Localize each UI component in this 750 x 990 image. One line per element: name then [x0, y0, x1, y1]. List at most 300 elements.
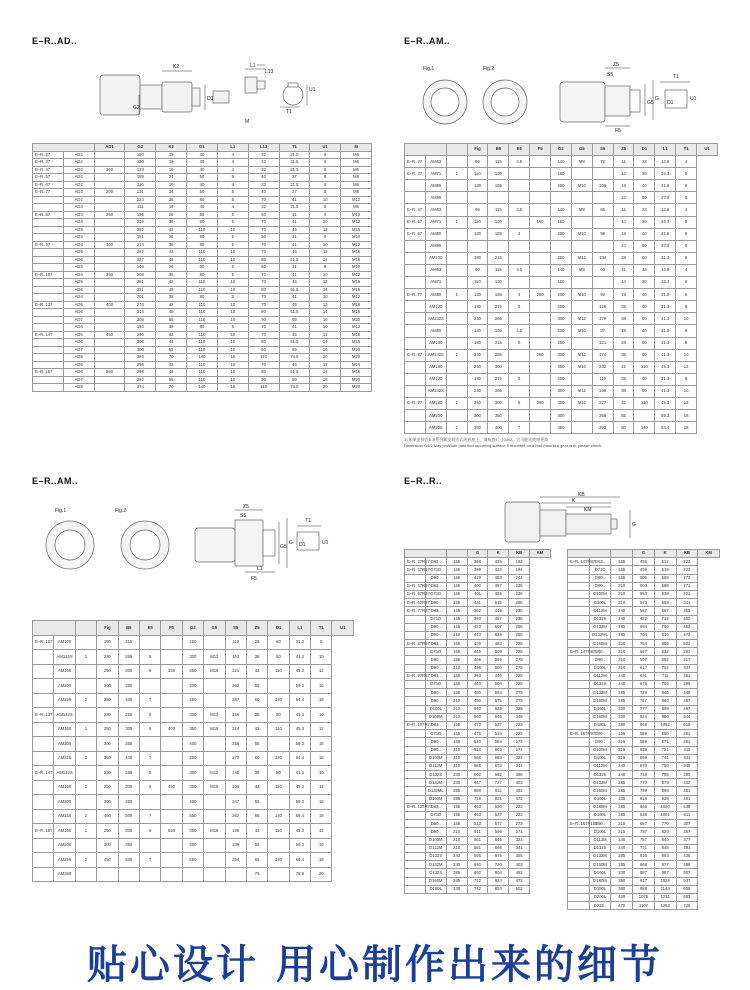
table-row: [33, 795, 354, 810]
table-row: [405, 852, 551, 860]
value-cell: 41: [279, 324, 310, 332]
value-cell: 667: [654, 607, 676, 615]
value-cell: 239: [225, 838, 246, 853]
model-cell: [405, 681, 426, 689]
value-cell: [446, 361, 467, 373]
table-row: [405, 820, 551, 828]
value-cell: 156: [446, 689, 467, 697]
value-cell: 116: [592, 373, 613, 385]
value-cell: [446, 204, 467, 216]
value-cell: 988: [633, 885, 655, 893]
value-cell: AM225: [425, 422, 446, 434]
value-cell: 750: [654, 762, 676, 770]
table-row: [33, 151, 372, 159]
value-cell: 229: [509, 681, 530, 689]
value-cell: D80..: [589, 730, 611, 738]
value-cell: 156: [446, 599, 467, 607]
value-cell: 200: [551, 289, 572, 301]
header-cell: T1: [279, 144, 310, 152]
model-cell: [405, 697, 426, 705]
header-cell: KB: [509, 550, 530, 558]
value-cell: [75, 664, 96, 679]
value-cell: 12.8: [655, 204, 676, 216]
value-cell: [118, 867, 139, 882]
table-row: [568, 803, 720, 811]
value-cell: 279: [509, 664, 530, 672]
value-cell: 232: [592, 361, 613, 373]
value-cell: 298: [125, 369, 156, 377]
value-cell: 38: [613, 349, 634, 361]
value-cell: [509, 192, 530, 204]
header-cell: B5: [488, 144, 509, 156]
value-cell: 45: [279, 331, 310, 339]
value-cell: AM132S: [54, 766, 75, 781]
table-row: [405, 301, 718, 313]
value-cell: 50: [634, 240, 655, 252]
value-cell: 10: [217, 316, 248, 324]
value-cell: AM132S: [425, 313, 446, 325]
model-cell: E–R..77: [405, 289, 426, 301]
value-cell: 804: [488, 869, 509, 877]
value-cell: 5: [509, 373, 530, 385]
value-cell: 200: [551, 180, 572, 192]
model-cell: [405, 192, 426, 204]
model-cell: E–R..167: [33, 824, 54, 839]
value-cell: 42: [613, 397, 634, 409]
value-cell: 1: [75, 780, 96, 795]
value-cell: [161, 737, 182, 752]
value-cell: 483: [488, 640, 509, 648]
value-cell: D160L: [589, 869, 611, 877]
value-cell: 10: [310, 271, 341, 279]
table-row: [405, 204, 718, 216]
value-cell: 250: [551, 373, 572, 385]
value-cell: 650: [654, 730, 676, 738]
value-cell: 682: [654, 656, 676, 664]
value-cell: 4: [676, 264, 697, 276]
value-cell: 816: [633, 852, 655, 860]
value-cell: [530, 410, 551, 422]
value-cell: [75, 635, 96, 650]
value-cell: 28: [156, 264, 187, 272]
value-cell: [161, 766, 182, 781]
value-cell: 158: [446, 820, 467, 828]
value-cell: 140: [268, 693, 289, 708]
value-cell: 840: [654, 836, 676, 844]
model-cell: [405, 240, 426, 252]
value-cell: 457: [488, 615, 509, 623]
value-cell: 72: [592, 156, 613, 168]
value-cell: [94, 339, 125, 347]
am1-label-g: G: [655, 96, 659, 102]
table-row: [568, 779, 720, 787]
value-cell: AM225: [54, 693, 75, 708]
header-cell: S5: [592, 144, 613, 156]
value-cell: 45.3: [289, 780, 310, 795]
model-cell: [568, 828, 590, 836]
ad-dimension-drawing: [95, 55, 325, 130]
model-cell: [405, 656, 426, 664]
value-cell: AM132S: [425, 385, 446, 397]
header-cell: E5: [139, 621, 160, 636]
value-cell: 820: [654, 828, 676, 836]
value-cell: 180: [467, 373, 488, 385]
value-cell: [94, 204, 125, 212]
value-cell: 19: [613, 325, 634, 337]
value-cell: 200: [551, 325, 572, 337]
value-cell: 140: [268, 853, 289, 868]
header-cell: L1: [217, 144, 248, 152]
model-cell: [405, 373, 426, 385]
value-cell: 673: [488, 762, 509, 770]
value-cell: 4: [217, 151, 248, 159]
value-cell: D90..: [589, 738, 611, 746]
value-cell: [204, 838, 225, 853]
value-cell: [446, 385, 467, 397]
value-cell: 400: [551, 410, 572, 422]
value-cell: AD2: [63, 181, 94, 189]
value-cell: 640: [467, 861, 488, 869]
value-cell: M16: [571, 361, 592, 373]
value-cell: 383: [125, 354, 156, 362]
value-cell: 51.5: [279, 339, 310, 347]
value-cell: 12: [310, 226, 341, 234]
value-cell: AD6: [63, 309, 94, 317]
value-cell: 19: [613, 228, 634, 240]
am2-dimension-table: [32, 620, 354, 882]
value-cell: 28: [613, 373, 634, 385]
model-cell: E–R..37: [405, 168, 426, 180]
value-cell: 285: [611, 631, 633, 639]
value-cell: 380: [611, 885, 633, 893]
value-cell: 41.3: [655, 349, 676, 361]
value-cell: 459: [633, 566, 655, 574]
value-cell: [204, 867, 225, 882]
value-cell: 450: [182, 751, 203, 766]
model-cell: [405, 730, 426, 738]
header-cell: L1: [289, 621, 310, 636]
value-cell: D180L: [589, 812, 611, 820]
value-cell: 110: [187, 346, 218, 354]
value-cell: 80: [187, 219, 218, 227]
value-cell: AD3: [63, 234, 94, 242]
value-cell: 80: [187, 241, 218, 249]
model-cell: [568, 623, 590, 631]
table-row: [405, 795, 551, 803]
value-cell: M16: [341, 256, 372, 264]
value-cell: 638: [654, 590, 676, 598]
value-cell: 250: [94, 211, 125, 219]
value-cell: AM80: [425, 325, 446, 337]
value-cell: 676: [633, 681, 655, 689]
value-cell: D100L: [425, 705, 446, 713]
value-cell: D71D: [425, 615, 446, 623]
header-cell: T1: [676, 144, 697, 156]
value-cell: 368: [467, 558, 488, 566]
header-cell: G: [633, 550, 655, 558]
value-cell: 24: [156, 189, 187, 197]
value-cell: [139, 635, 160, 650]
value-cell: [94, 384, 125, 392]
value-cell: 603: [488, 746, 509, 754]
value-cell: 210: [611, 599, 633, 607]
value-cell: 977: [654, 861, 676, 869]
table-row: [568, 893, 720, 901]
value-cell: [530, 277, 551, 289]
value-cell: D80..: [425, 599, 446, 607]
model-cell: E–R..147: [33, 766, 54, 781]
value-cell: 10: [217, 286, 248, 294]
value-cell: 110: [467, 168, 488, 180]
value-cell: 38: [156, 324, 187, 332]
value-cell: [509, 313, 530, 325]
header-cell: G2: [182, 621, 203, 636]
value-cell: 619: [676, 721, 698, 729]
value-cell: 12: [311, 722, 332, 737]
table-row: [405, 558, 551, 566]
value-cell: D132M: [589, 623, 611, 631]
value-cell: 45.3: [655, 361, 676, 373]
value-cell: 210: [446, 664, 467, 672]
model-cell: [568, 574, 590, 582]
value-cell: 350: [488, 410, 509, 422]
value-cell: 80: [268, 708, 289, 723]
value-cell: 306: [125, 339, 156, 347]
value-cell: [488, 192, 509, 204]
value-cell: M12: [341, 271, 372, 279]
value-cell: 27.3: [655, 192, 676, 204]
value-cell: AM160: [425, 397, 446, 409]
value-cell: AD8: [63, 354, 94, 362]
value-cell: 647: [467, 779, 488, 787]
value-cell: 230: [467, 313, 488, 325]
value-cell: 48: [156, 339, 187, 347]
value-cell: 110: [268, 780, 289, 795]
value-cell: 279: [509, 656, 530, 664]
value-cell: 15: [217, 354, 248, 362]
value-cell: [530, 156, 551, 168]
value-cell: 500: [118, 853, 139, 868]
value-cell: [509, 385, 530, 397]
value-cell: 69.4: [289, 809, 310, 824]
model-cell: [33, 354, 64, 362]
value-cell: 4: [217, 159, 248, 167]
value-cell: [161, 679, 182, 694]
value-cell: 504: [488, 681, 509, 689]
value-cell: M16: [341, 249, 372, 257]
value-cell: M16: [571, 397, 592, 409]
value-cell: 155: [446, 730, 467, 738]
value-cell: 400: [467, 582, 488, 590]
model-cell: [568, 599, 590, 607]
model-cell: [405, 852, 426, 860]
value-cell: 287: [225, 693, 246, 708]
value-cell: 5: [217, 219, 248, 227]
value-cell: 1: [446, 349, 467, 361]
value-cell: 602: [467, 771, 488, 779]
value-cell: 311: [676, 746, 698, 754]
am2-label-d1: D1: [299, 542, 306, 548]
value-cell: [571, 410, 592, 422]
value-cell: 55: [246, 737, 267, 752]
table-row: [405, 640, 551, 648]
value-cell: 589: [633, 730, 655, 738]
value-cell: 6: [310, 204, 341, 212]
value-cell: 221: [225, 664, 246, 679]
model-cell: [568, 795, 590, 803]
value-cell: 160: [530, 216, 551, 228]
value-cell: 65: [246, 853, 267, 868]
value-cell: 492: [509, 787, 530, 795]
model-cell: [568, 656, 590, 664]
value-cell: 693: [676, 893, 698, 901]
value-cell: 450: [161, 780, 182, 795]
value-cell: 38: [246, 708, 267, 723]
value-cell: 569: [654, 574, 676, 582]
value-cell: 210: [446, 836, 467, 844]
value-cell: AM200: [54, 737, 75, 752]
table-row: [568, 877, 720, 885]
table-row: [568, 836, 720, 844]
value-cell: 452: [676, 623, 698, 631]
table-row: [568, 631, 720, 639]
value-cell: 201: [125, 294, 156, 302]
model-cell: [568, 779, 590, 787]
value-cell: 31.3: [289, 635, 310, 650]
value-cell: 18: [311, 751, 332, 766]
model-cell: E–R..167R107: [568, 820, 590, 828]
value-cell: 450: [182, 693, 203, 708]
table-row: [405, 252, 718, 264]
value-cell: [94, 346, 125, 354]
model-cell: E–R..27R17: [405, 558, 426, 566]
value-cell: 741: [654, 754, 676, 762]
table-row: [405, 762, 551, 770]
value-cell: 584: [488, 738, 509, 746]
value-cell: 210: [611, 664, 633, 672]
value-cell: 262: [225, 679, 246, 694]
value-cell: 5: [217, 196, 248, 204]
table-row: [405, 812, 551, 820]
value-cell: 60: [187, 234, 218, 242]
model-cell: [405, 877, 426, 885]
header-cell: F5: [161, 621, 182, 636]
value-cell: 300: [488, 397, 509, 409]
value-cell: AD2: [63, 151, 94, 159]
value-cell: 1052: [654, 721, 676, 729]
value-cell: AD4: [63, 219, 94, 227]
value-cell: 16: [311, 838, 332, 853]
value-cell: AD3: [63, 211, 94, 219]
value-cell: 115: [488, 156, 509, 168]
value-cell: [161, 635, 182, 650]
value-cell: 472: [676, 631, 698, 639]
value-cell: 140: [187, 384, 218, 392]
value-cell: 824: [488, 877, 509, 885]
table-row: [405, 590, 551, 598]
header-cell: B5: [118, 621, 139, 636]
model-cell: E–R..47: [33, 166, 64, 174]
value-cell: 42: [156, 361, 187, 369]
model-cell: E–R..147R87: [568, 558, 590, 566]
value-cell: 80: [248, 339, 279, 347]
section-title-rr: E–R..R..: [404, 476, 443, 486]
value-cell: [268, 679, 289, 694]
value-cell: 718: [633, 771, 655, 779]
value-cell: D71D: [589, 566, 611, 574]
value-cell: 550: [161, 824, 182, 839]
value-cell: [530, 252, 551, 264]
value-cell: 692: [467, 869, 488, 877]
value-cell: [204, 635, 225, 650]
model-cell: [33, 316, 64, 324]
value-cell: [75, 795, 96, 810]
value-cell: [204, 809, 225, 824]
model-cell: [568, 803, 590, 811]
value-cell: 401: [467, 590, 488, 598]
value-cell: 110: [187, 256, 218, 264]
value-cell: M8: [571, 156, 592, 168]
model-cell: [405, 337, 426, 349]
value-cell: M10: [341, 234, 372, 242]
value-cell: 244: [509, 574, 530, 582]
am2-label-t1: T1: [305, 518, 311, 524]
value-cell: 45: [279, 226, 310, 234]
model-cell: [568, 893, 590, 901]
value-cell: D80..: [425, 738, 446, 746]
value-cell: M10: [571, 228, 592, 240]
value-cell: 403: [509, 779, 530, 787]
value-cell: D100L: [589, 664, 611, 672]
value-cell: AD5: [63, 226, 94, 234]
value-cell: 265: [488, 313, 509, 325]
value-cell: 300: [118, 664, 139, 679]
value-cell: [509, 240, 530, 252]
value-cell: M10: [571, 289, 592, 301]
value-cell: 156: [225, 708, 246, 723]
value-cell: 210: [446, 746, 467, 754]
value-cell: 59: [279, 376, 310, 384]
table-row: [405, 156, 718, 168]
value-cell: M16: [341, 226, 372, 234]
value-cell: 42: [613, 361, 634, 373]
value-cell: 840: [654, 689, 676, 697]
table-row: [405, 869, 551, 877]
value-cell: D90..: [589, 582, 611, 590]
value-cell: AM160: [425, 361, 446, 373]
value-cell: 327: [125, 256, 156, 264]
value-cell: 70: [248, 249, 279, 257]
value-cell: 478: [467, 730, 488, 738]
model-cell: [33, 650, 54, 665]
header-cell: [611, 550, 633, 558]
value-cell: 564: [488, 689, 509, 697]
value-cell: D100M: [589, 590, 611, 598]
value-cell: 917: [633, 877, 655, 885]
value-cell: 41.3: [289, 708, 310, 723]
table-header-row: [405, 550, 551, 558]
value-cell: 288: [509, 631, 530, 639]
table-row: [405, 861, 551, 869]
value-cell: 1231: [654, 893, 676, 901]
value-cell: AM90: [425, 240, 446, 252]
value-cell: 341: [509, 844, 530, 852]
value-cell: [488, 240, 509, 252]
value-cell: 16: [676, 410, 697, 422]
value-cell: 10: [676, 313, 697, 325]
value-cell: 208: [125, 271, 156, 279]
value-cell: D132S: [589, 615, 611, 623]
